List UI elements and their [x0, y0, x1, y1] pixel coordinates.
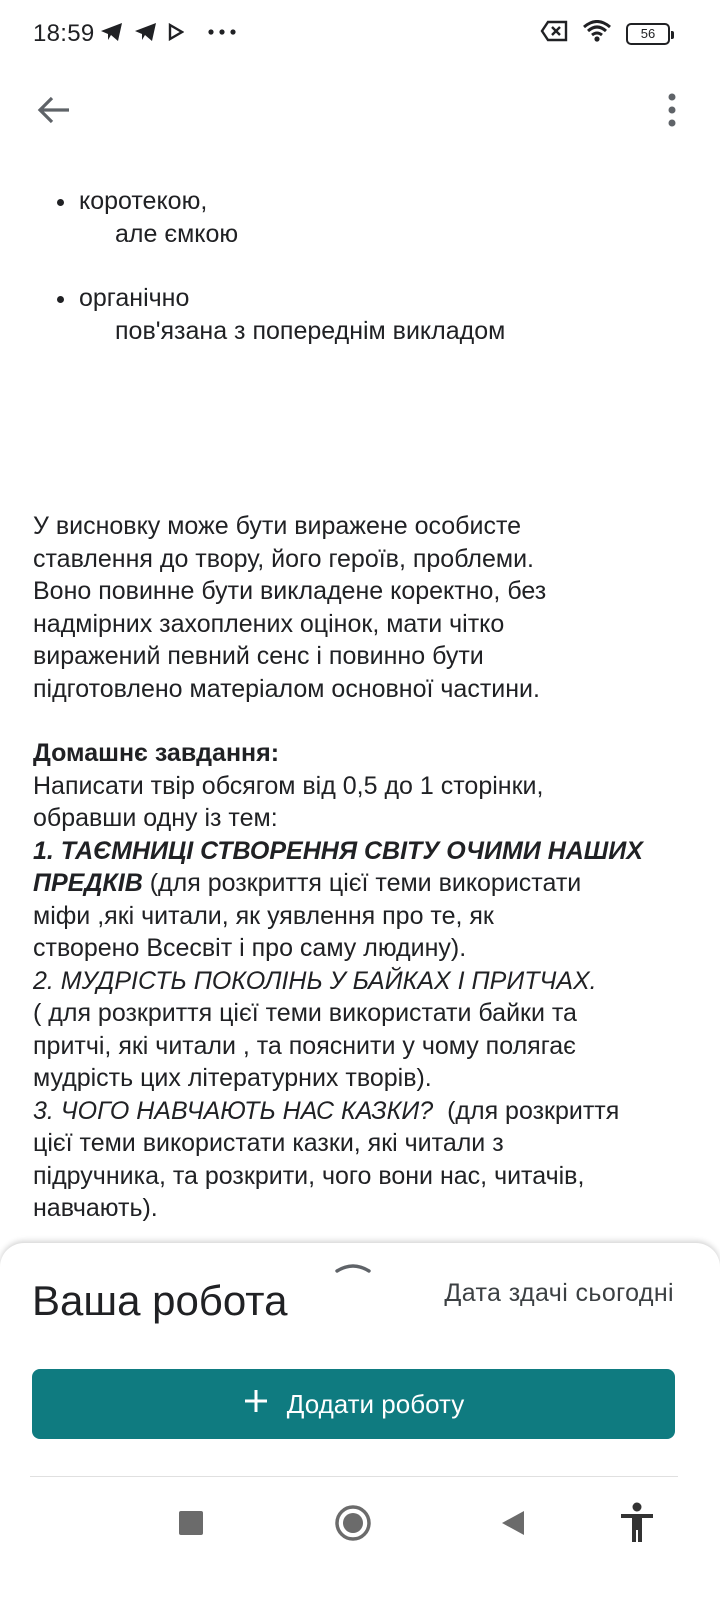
divider: [30, 1476, 678, 1477]
text-line: Воно повинне бути викладене коректно, без: [33, 577, 547, 605]
homework-section: [33, 737, 693, 1225]
home-circle-icon: [334, 1504, 372, 1547]
sim-x-icon: [540, 20, 568, 47]
battery-icon: [626, 23, 670, 45]
chevron-up-icon[interactable]: [333, 1257, 373, 1277]
wifi-icon: [582, 20, 612, 47]
text-line: цієї теми використати казки, які читали з: [33, 1129, 504, 1157]
arrow-back-icon: [37, 95, 71, 130]
add-work-button[interactable]: [32, 1369, 675, 1439]
due-date-label: Дата здачі сьогодні: [444, 1279, 674, 1307]
bullet-line: але ємкою: [115, 219, 239, 248]
notification-icons: [100, 22, 236, 42]
topic-1-title: 1. ТАЄМНИЦІ СТВОРЕННЯ СВІТУ ОЧИМИ НАШИХ: [33, 836, 643, 865]
text-line: навчають).: [33, 1194, 158, 1222]
status-time: 18:59: [33, 20, 95, 47]
text-line: Написати твір обсягом від 0,5 до 1 сторінки,: [33, 771, 544, 800]
back-button[interactable]: [30, 88, 78, 136]
telegram-icon: [100, 22, 124, 42]
bullet-item: [33, 282, 693, 347]
add-work-label: Додати роботу: [286, 1388, 465, 1419]
recents-square-icon: [178, 1510, 204, 1541]
telegram-icon: [134, 22, 158, 42]
top-app-bar: [0, 80, 720, 140]
topic-3-title: 3. ЧОГО НАВЧАЮТЬ НАС КАЗКИ?: [33, 1096, 434, 1125]
more-dots-icon: [208, 29, 236, 35]
text-line: міфи ,які читали, як уявлення про те, як: [33, 901, 494, 930]
text-line: виражений певний сенс і повинно бути: [33, 642, 484, 670]
more-options-button[interactable]: [660, 88, 684, 136]
sheet-title: Ваша робота: [32, 1277, 288, 1324]
accessibility-button[interactable]: [612, 1500, 662, 1550]
conclusion-paragraph: [33, 510, 693, 705]
plus-icon: [243, 1384, 269, 1420]
text-line: [33, 867, 693, 900]
home-button[interactable]: [328, 1500, 378, 1550]
topic-1-text: (для розкриття цієї теми використати: [142, 869, 582, 897]
text-line: ( для розкриття цієї теми використати байки та: [33, 999, 577, 1027]
text-line: [33, 1095, 693, 1128]
bullet-line: пов'язана з попереднім викладом: [115, 316, 506, 345]
assignment-description: [33, 185, 693, 1225]
back-triangle-icon: [500, 1509, 526, 1542]
bullet-line: органічно: [79, 284, 190, 312]
accessibility-icon: [619, 1502, 655, 1549]
text-line: підготовлено матеріалом основної частини.: [33, 674, 540, 703]
text-line: У висновку може бути виражене особисте: [33, 512, 522, 540]
nav-back-button[interactable]: [488, 1500, 538, 1550]
text-line: притчі, які читали , та пояснити у чому полягає: [33, 1031, 576, 1060]
text-line: підручника, та розкрити, чого вони нас, читачів,: [33, 1161, 585, 1190]
text-line: ставлення до твору, його героїв, проблеми.: [33, 544, 534, 573]
text-line: надмірних захоплених оцінок, мати чітко: [33, 609, 505, 638]
text-line: створено Всесвіт і про саму людину).: [33, 934, 467, 962]
status-right-icons: [540, 20, 670, 47]
system-nav-bar: [0, 1490, 720, 1560]
topic-3-text: (для розкриття: [433, 1096, 620, 1125]
homework-title: Домашнє завдання:: [33, 739, 280, 767]
status-bar: [0, 0, 720, 70]
bullet-item: [33, 185, 693, 250]
recents-button[interactable]: [166, 1500, 216, 1550]
more-vert-icon: [668, 93, 676, 132]
bullet-line: коротекою,: [79, 187, 208, 215]
battery-level: 56: [640, 26, 656, 41]
topic-2-title: 2. МУДРІСТЬ ПОКОЛІНЬ У БАЙКАХ І ПРИТЧАХ.: [33, 966, 597, 995]
play-store-icon: [168, 23, 184, 41]
topic-1-title-end: ПРЕДКІВ: [33, 869, 143, 897]
text-line: мудрість цих літературних творів).: [33, 1064, 432, 1092]
text-line: обравши одну із тем:: [33, 804, 278, 832]
